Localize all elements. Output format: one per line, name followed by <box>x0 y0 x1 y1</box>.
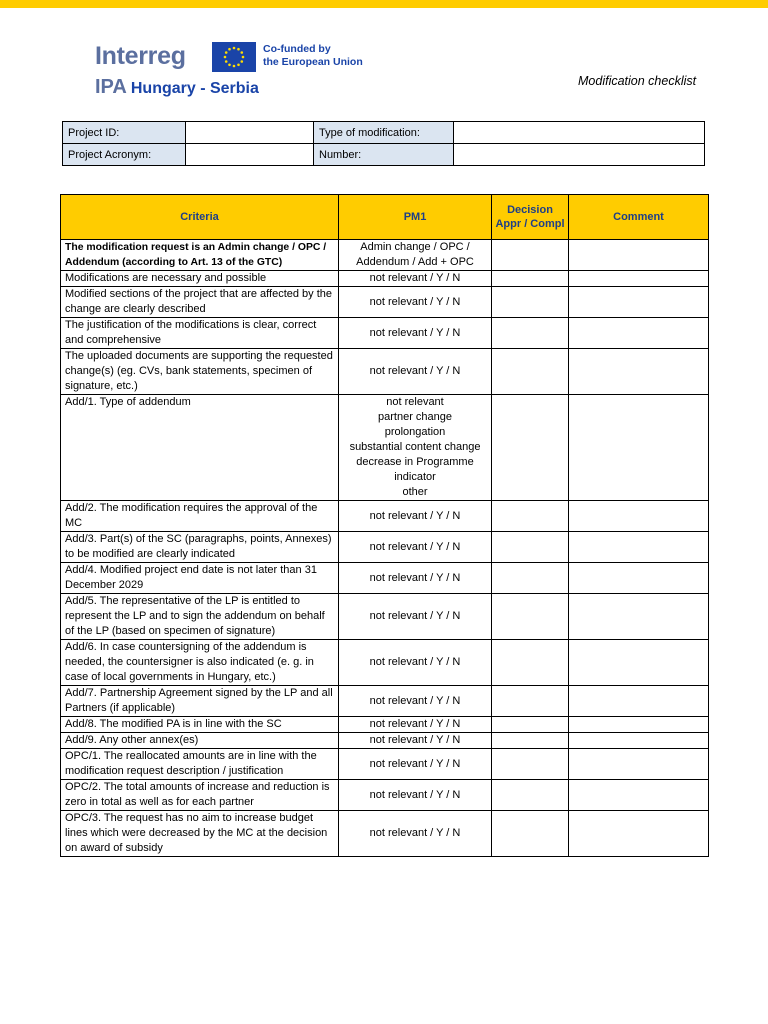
criteria-cell: Add/9. Any other annex(es) <box>61 733 339 749</box>
pm1-cell[interactable]: not relevant / Y / N <box>339 733 492 749</box>
criteria-cell: The modification request is an Admin change / OPC / Addendum (according to Art. 13 of the GTC) <box>61 240 339 271</box>
decision-cell[interactable] <box>492 349 569 395</box>
pm1-cell[interactable]: not relevant / Y / N <box>339 287 492 318</box>
comment-cell[interactable] <box>569 287 709 318</box>
decision-cell[interactable] <box>492 501 569 532</box>
pm1-option: not relevant <box>386 396 444 408</box>
criteria-cell: Add/5. The representative of the LP is entitled to represent the LP and to sign the addendum on behalf of the LP (based on specimen of signature) <box>61 594 339 640</box>
logo-brand: Interreg <box>95 42 186 70</box>
type-of-modification-label: Type of modification: <box>314 122 454 144</box>
decision-cell[interactable] <box>492 640 569 686</box>
decision-cell[interactable] <box>492 780 569 811</box>
criteria-cell: Add/7. Partnership Agreement signed by the LP and all Partners (if applicable) <box>61 686 339 717</box>
table-row <box>61 640 709 686</box>
eu-flag-icon <box>212 42 256 72</box>
table-row <box>61 532 709 563</box>
table-row <box>61 501 709 532</box>
program-logo <box>95 42 385 100</box>
document-title: Modification checklist <box>578 74 697 88</box>
criteria-cell: Add/8. The modified PA is in line with the SC <box>61 717 339 733</box>
comment-cell[interactable] <box>569 349 709 395</box>
project-id-label: Project ID: <box>63 122 186 144</box>
decision-cell[interactable] <box>492 395 569 501</box>
table-row <box>61 240 709 271</box>
comment-cell[interactable] <box>569 395 709 501</box>
decision-cell[interactable] <box>492 563 569 594</box>
table-row <box>61 349 709 395</box>
comment-cell[interactable] <box>569 501 709 532</box>
decision-cell[interactable] <box>492 749 569 780</box>
criteria-cell: Modifications are necessary and possible <box>61 271 339 287</box>
comment-cell[interactable] <box>569 240 709 271</box>
pm1-cell[interactable]: not relevant / Y / N <box>339 780 492 811</box>
pm1-cell[interactable]: not relevant / Y / N <box>339 318 492 349</box>
pm1-option: substantial content change <box>349 441 481 453</box>
project-info-table <box>62 121 705 166</box>
comment-cell[interactable] <box>569 733 709 749</box>
criteria-cell: The justification of the modifications is clear, correct and comprehensive <box>61 318 339 349</box>
logo-program: IPA Hungary - Serbia <box>95 76 259 98</box>
decision-cell[interactable] <box>492 686 569 717</box>
comment-cell[interactable] <box>569 563 709 594</box>
comment-cell[interactable] <box>569 811 709 857</box>
pm1-options-cell[interactable] <box>339 395 492 501</box>
table-row <box>61 749 709 780</box>
pm1-cell[interactable]: not relevant / Y / N <box>339 563 492 594</box>
comment-cell[interactable] <box>569 717 709 733</box>
criteria-header: Criteria <box>61 195 339 240</box>
comment-cell[interactable] <box>569 318 709 349</box>
decision-cell[interactable] <box>492 594 569 640</box>
project-acronym-label: Project Acronym: <box>63 144 186 166</box>
comment-cell[interactable] <box>569 749 709 780</box>
criteria-cell: OPC/3. The request has no aim to increase budget lines which were decreased by the MC at the decision on award of subsidy <box>61 811 339 857</box>
decision-header: Decision Appr / Compl <box>492 195 569 240</box>
decision-cell[interactable] <box>492 811 569 857</box>
table-row <box>61 287 709 318</box>
pm1-cell[interactable]: not relevant / Y / N <box>339 349 492 395</box>
table-row <box>61 717 709 733</box>
pm1-cell[interactable]: not relevant / Y / N <box>339 640 492 686</box>
pm1-cell[interactable]: not relevant / Y / N <box>339 749 492 780</box>
pm1-cell[interactable]: not relevant / Y / N <box>339 532 492 563</box>
criteria-cell: Add/1. Type of addendum <box>61 395 339 501</box>
pm1-cell[interactable]: not relevant / Y / N <box>339 717 492 733</box>
criteria-cell: OPC/2. The total amounts of increase and reduction is zero in total as well as for each partner <box>61 780 339 811</box>
criteria-cell: Add/4. Modified project end date is not later than 31 December 2029 <box>61 563 339 594</box>
table-row <box>61 563 709 594</box>
comment-cell[interactable] <box>569 532 709 563</box>
project-id-field[interactable] <box>186 122 314 144</box>
comment-header: Comment <box>569 195 709 240</box>
criteria-cell: Add/3. Part(s) of the SC (paragraphs, points, Annexes) to be modified are clearly indicated <box>61 532 339 563</box>
pm1-cell[interactable]: Admin change / OPC / Addendum / Add + OPC <box>339 240 492 271</box>
decision-cell[interactable] <box>492 318 569 349</box>
decision-cell[interactable] <box>492 532 569 563</box>
pm1-cell[interactable]: not relevant / Y / N <box>339 271 492 287</box>
comment-cell[interactable] <box>569 271 709 287</box>
table-row <box>61 780 709 811</box>
pm1-cell[interactable]: not relevant / Y / N <box>339 686 492 717</box>
pm1-header: PM1 <box>339 195 492 240</box>
decision-cell[interactable] <box>492 271 569 287</box>
pm1-cell[interactable]: not relevant / Y / N <box>339 811 492 857</box>
table-row <box>61 318 709 349</box>
table-row <box>61 733 709 749</box>
pm1-option: other <box>402 486 428 498</box>
checklist-table <box>60 194 709 857</box>
pm1-option: decrease in Programme indicator <box>356 456 474 483</box>
criteria-cell: The uploaded documents are supporting the requested change(s) (eg. CVs, bank statements, specimen of signature, etc.) <box>61 349 339 395</box>
table-row <box>61 811 709 857</box>
top-accent-bar <box>0 0 768 8</box>
decision-cell[interactable] <box>492 240 569 271</box>
pm1-option: partner change <box>378 411 452 423</box>
type-of-modification-field[interactable] <box>454 122 705 144</box>
criteria-cell: Add/6. In case countersigning of the addendum is needed, the countersigner is also indicated (e. g. in case of local governments in Hungary, etc.) <box>61 640 339 686</box>
criteria-cell: OPC/1. The reallocated amounts are in line with the modification request description / justification <box>61 749 339 780</box>
pm1-option: prolongation <box>384 426 446 438</box>
number-label: Number: <box>314 144 454 166</box>
cofunded-text: Co-funded by the European Union <box>263 43 363 68</box>
decision-cell[interactable] <box>492 717 569 733</box>
number-field[interactable] <box>454 144 705 166</box>
decision-cell[interactable] <box>492 287 569 318</box>
criteria-cell: Modified sections of the project that are affected by the change are clearly described <box>61 287 339 318</box>
table-row <box>61 395 709 501</box>
comment-cell[interactable] <box>569 686 709 717</box>
table-row <box>61 271 709 287</box>
comment-cell[interactable] <box>569 640 709 686</box>
pm1-cell[interactable]: not relevant / Y / N <box>339 501 492 532</box>
pm1-cell[interactable]: not relevant / Y / N <box>339 594 492 640</box>
table-row <box>61 686 709 717</box>
checklist-body <box>61 240 709 857</box>
table-row <box>61 594 709 640</box>
comment-cell[interactable] <box>569 780 709 811</box>
criteria-cell: Add/2. The modification requires the approval of the MC <box>61 501 339 532</box>
decision-cell[interactable] <box>492 733 569 749</box>
comment-cell[interactable] <box>569 594 709 640</box>
project-acronym-field[interactable] <box>186 144 314 166</box>
